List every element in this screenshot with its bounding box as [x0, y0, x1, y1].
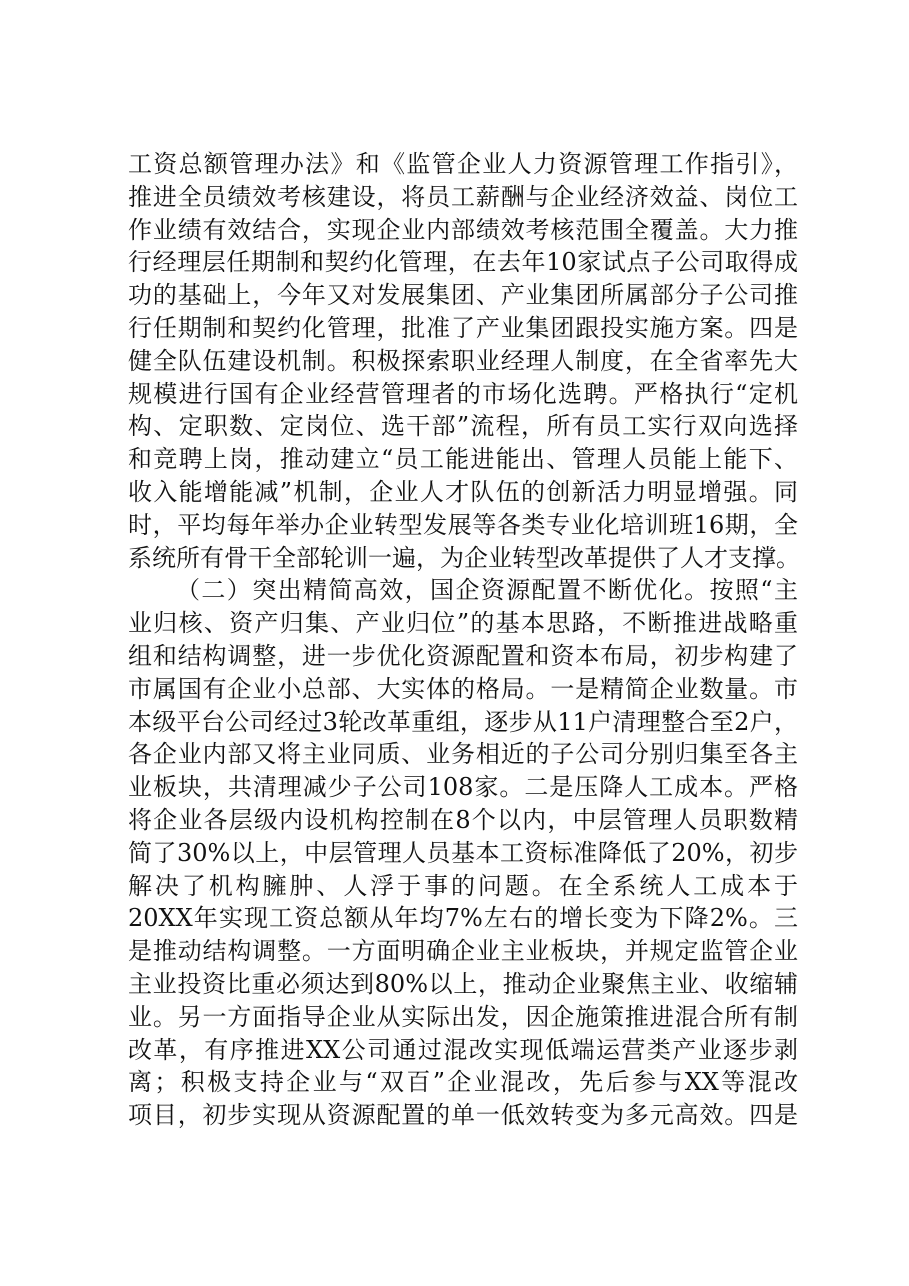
text-line: 健全队伍建设机制。积极探索职业经理人制度，在全省率先大: [128, 346, 798, 375]
text-line: 功的基础上，今年又对发展集团、产业集团所属部分子公司推: [128, 281, 798, 310]
text-line: 收入能增能减”机制，企业人才队伍的创新活力明显增强。同: [128, 477, 798, 506]
text-line: 推进全员绩效考核建设，将员工薪酬与企业经济效益、岗位工: [128, 182, 798, 211]
text-line: 简了30%以上，中层管理人员基本工资标准降低了20%，初步: [128, 838, 798, 867]
text-line: 业板块，共清理减少子公司108家。二是压降人工成本。严格: [128, 773, 798, 802]
text-line: 规模进行国有企业经营管理者的市场化选聘。严格执行“定机: [128, 379, 798, 408]
text-line: 构、定职数、定岗位、选干部”流程，所有员工实行双向选择: [128, 412, 798, 441]
text-line: 各企业内部又将主业同质、业务相近的子公司分别归集至各主: [128, 740, 798, 769]
text-line: 组和结构调整，进一步优化资源配置和资本布局，初步构建了: [128, 641, 798, 670]
text-line: 是推动结构调整。一方面明确企业主业板块，并规定监管企业: [128, 937, 798, 966]
text-line: 将企业各层级内设机构控制在8个以内，中层管理人员职数精: [128, 805, 798, 834]
body-text: [128, 148, 798, 1132]
text-line: 作业绩有效结合，实现企业内部绩效考核范围全覆盖。大力推: [128, 215, 798, 244]
text-line: 业归核、资产归集、产业归位”的基本思路，不断推进战略重: [128, 609, 798, 638]
text-line: 离；积极支持企业与“双百”企业混改，先后参与XX等混改: [128, 1068, 798, 1097]
section-heading-line: （二）突出精简高效，国企资源配置不断优化。按照“主: [176, 576, 798, 605]
text-line: 本级平台公司经过3轮改革重组，逐步从11户清理整合至2户，: [128, 707, 798, 736]
text-line: 主业投资比重必须达到80%以上，推动企业聚焦主业、收缩辅: [128, 969, 798, 998]
text-line: 系统所有骨干全部轮训一遍，为企业转型改革提供了人才支撑。: [128, 543, 800, 572]
text-line: 行经理层任期制和契约化管理，在去年10家试点子公司取得成: [128, 248, 798, 277]
text-line: 业。另一方面指导企业从实际出发，因企施策推进混合所有制: [128, 1002, 798, 1031]
text-line: 市属国有企业小总部、大实体的格局。一是精简企业数量。市: [128, 674, 798, 703]
text-line: 解决了机构臃肿、人浮于事的问题。在全系统人工成本于: [128, 871, 798, 900]
text-line: 行任期制和契约化管理，批准了产业集团跟投实施方案。四是: [128, 313, 798, 342]
text-line: 时，平均每年举办企业转型发展等各类专业化培训班16期，全: [128, 510, 798, 539]
text-line: 工资总额管理办法》和《监管企业人力资源管理工作指引》，: [128, 150, 798, 178]
text-line: 项目，初步实现从资源配置的单一低效转变为多元高效。四是: [128, 1101, 798, 1130]
text-line: 改革，有序推进XX公司通过混改实现低端运营类产业逐步剥: [128, 1035, 798, 1064]
text-line: 和竞聘上岗，推动建立“员工能进能出、管理人员能上能下、: [128, 445, 798, 474]
text-line: 20XX年实现工资总额从年均7%左右的增长变为下降2%。三: [128, 904, 798, 933]
